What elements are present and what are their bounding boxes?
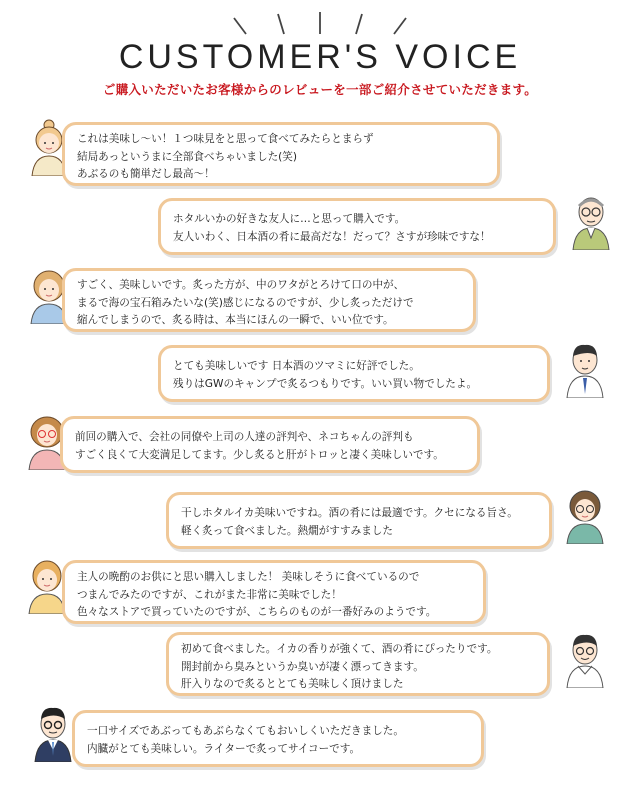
young-man-avatar-icon: [562, 340, 608, 398]
review-bubble: ホタルいかの好きな友人に…と思って購入です。 友人いわく、日本酒の肴に最高だな！だって？さすが珍味ですな！: [158, 198, 556, 255]
review-bubble: 干しホタルイカ美味いですね。酒の肴には最適です。クセになる旨さ。 軽く炙って食べました。熱燗がすすみました: [166, 492, 552, 549]
review-bubble: 前回の購入で、会社の同僚や上司の人達の評判や、ネコちゃんの評判も すごく良くて大変満足してます。少し炙ると肝がトロッと凄く美味しいです。: [60, 416, 480, 473]
review-bubble: 初めて食べました。イカの香りが強くて、酒の肴にぴったりです。 開封前から臭みというか臭いが凄く漂ってきます。 肝入りなので炙るととても美味しく頂けました: [166, 632, 550, 696]
review-bubble: すごく、美味しいです。炙った方が、中のワタがとろけて口の中が、 まるで海の宝石箱みたいな(笑)感じになるのですが、少し炙っただけで 縮んでしまうので、炙る時は、本当にほんの一瞬で、いい位です。: [62, 268, 476, 332]
man-suit-avatar-icon: [30, 704, 76, 762]
page-subtitle: ご購入いただいたお客様からのレビューを一部ご紹介させていただきます。: [102, 82, 538, 97]
review-bubble: これは美味し～い！１つ味見をと思って食べてみたらとまらず 結局あっというまに全部食べちゃいました(笑) あぶるのも簡単だし最高～！: [62, 122, 500, 186]
review-bubble: 一口サイズであぶってもあぶらなくてもおいしくいただきました。 内臓がとても美味しい。ライターで炙ってサイコーです。: [72, 710, 484, 767]
review-bubble: とても美味しいです 日本酒のツマミに好評でした。 残りはGWのキャンプで炙るつもりです。いい買い物でしたよ。: [158, 345, 550, 402]
review-bubble: 主人の晩酌のお供にと思い購入しました！ 美味しそうに食べているので つまんでみたのですが、これがまた非常に美味でした！ 色々なストアで買っていたのですが、こちらのものが一番好みのようです。: [62, 560, 486, 624]
woman-glasses-avatar-icon: [562, 486, 608, 544]
older-man-glasses-avatar-icon: [568, 192, 614, 250]
page-title: CUSTOMER'S VOICE: [118, 38, 522, 76]
man-glasses-avatar-icon: [562, 630, 608, 688]
